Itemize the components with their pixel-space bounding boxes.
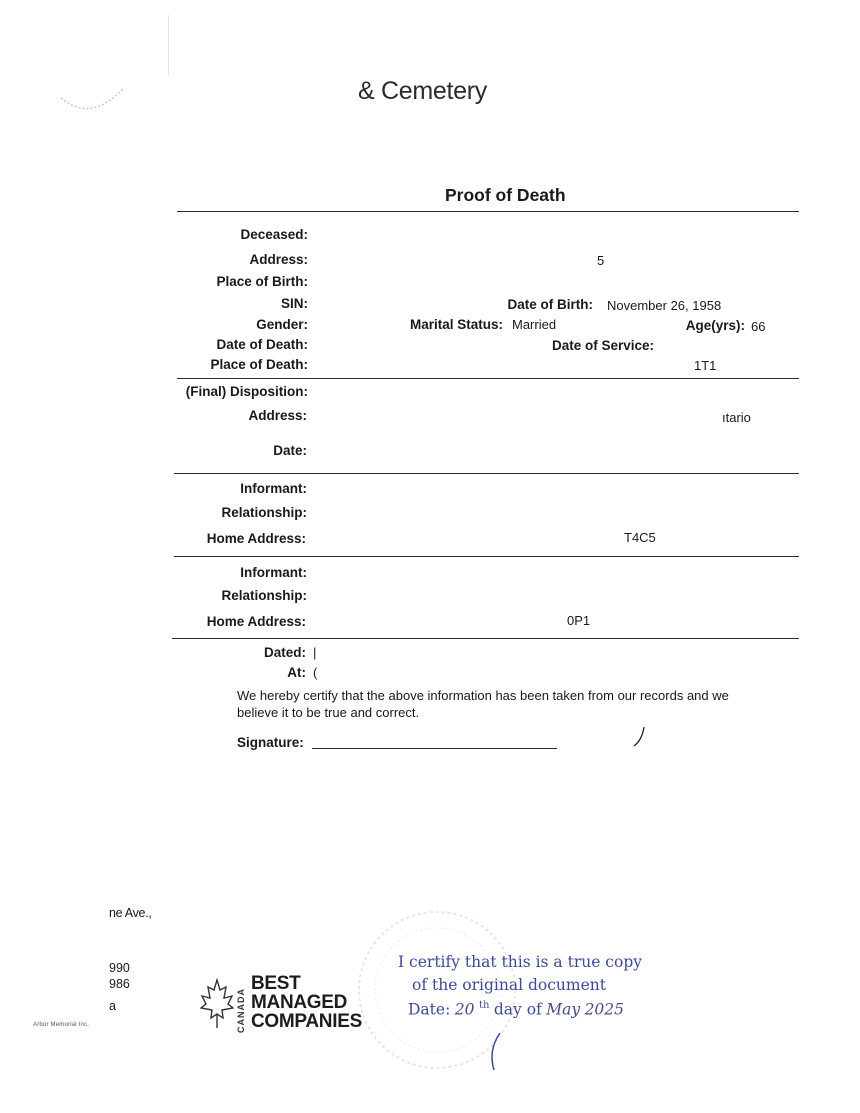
disposition-date-label: Date: [273,443,307,458]
informant-1-home-address-value: T4C5 [624,530,656,545]
certify-year: 2025 [584,1000,625,1019]
place-of-death-value: 1T1 [694,358,717,373]
footer-address-line-3: 986 [109,977,130,991]
date-of-service-label: Date of Service: [551,338,654,353]
address-value: 5 [597,253,605,268]
best-managed-line-1: BEST [251,973,301,994]
informant-1-home-address-label: Home Address: [206,531,306,546]
certify-day-suffix: th [478,1000,490,1011]
canada-vertical-text: CANADA [236,988,246,1033]
section-rule-2 [174,473,799,474]
informant-2-home-address-label: Home Address: [206,614,306,629]
informant-1-relationship-label: Relationship: [221,505,307,520]
footer-address-line-4: a [109,999,116,1013]
certify-stamp-line-3 [408,1000,624,1019]
best-managed-line-3: COMPANIES [251,1011,362,1032]
signature-label: Signature: [237,735,304,750]
informant-1-label: Informant: [240,481,307,496]
disposition-address-label: Address: [248,408,307,423]
gender-label: Gender: [256,317,308,332]
scan-artifact-mark [56,78,126,118]
certify-stamp-line-1: I certify that this is a true copy [398,953,642,971]
signature-mark [628,724,658,766]
certify-signature-stroke [486,1030,506,1074]
best-managed-line-2: MANAGED [251,992,348,1013]
informant-2-label: Informant: [240,565,307,580]
age-value: 66 [751,319,766,334]
certify-day-of: day of [493,1000,542,1019]
date-of-birth-label: Date of Birth: [507,297,593,312]
age-label: Age(yrs): [685,318,745,333]
informant-2-home-address-value: 0P1 [567,613,591,628]
footer-small-print: Arbor Memorial Inc. [33,1022,90,1028]
informant-2-relationship-label: Relationship: [221,588,307,603]
footer-address-line-2: 990 [109,961,130,975]
certify-day: 20 [454,1000,475,1019]
certify-stamp-line-2: of the original document [412,976,606,994]
sin-label: SIN: [281,296,308,311]
certification-text: We hereby certify that the above information has been taken from our records and we believe it to be true and correct. [237,688,729,720]
section-rule-1 [177,378,799,379]
section-rule-4 [172,638,799,639]
final-disposition-label: (Final) Disposition: [185,384,308,399]
scan-artifact-line [168,15,169,75]
signature-line [312,748,557,749]
deceased-label: Deceased: [240,227,308,242]
cemetery-logo-text: & Cemetery [358,77,487,105]
at-label: At: [287,665,306,680]
maple-leaf-icon [200,978,234,1030]
disposition-address-value: ıtario [722,410,751,425]
certify-month: May [546,1000,581,1019]
footer-address-line-1: ne Ave., [109,906,152,920]
certify-date-prefix: Date: [408,1000,451,1019]
marital-status-value: Married [512,317,557,332]
document-title: Proof of Death [445,185,566,205]
place-of-death-label: Place of Death: [210,357,308,372]
address-label: Address: [249,252,308,267]
dated-value: | [313,645,317,660]
section-rule-3 [174,556,799,557]
date-of-death-label: Date of Death: [216,337,308,352]
title-rule [177,211,799,212]
place-of-birth-label: Place of Birth: [216,274,308,289]
marital-status-label: Marital Status: [409,317,503,332]
date-of-birth-value: November 26, 1958 [607,298,722,313]
dated-label: Dated: [263,645,306,660]
at-value: ( [313,665,318,680]
